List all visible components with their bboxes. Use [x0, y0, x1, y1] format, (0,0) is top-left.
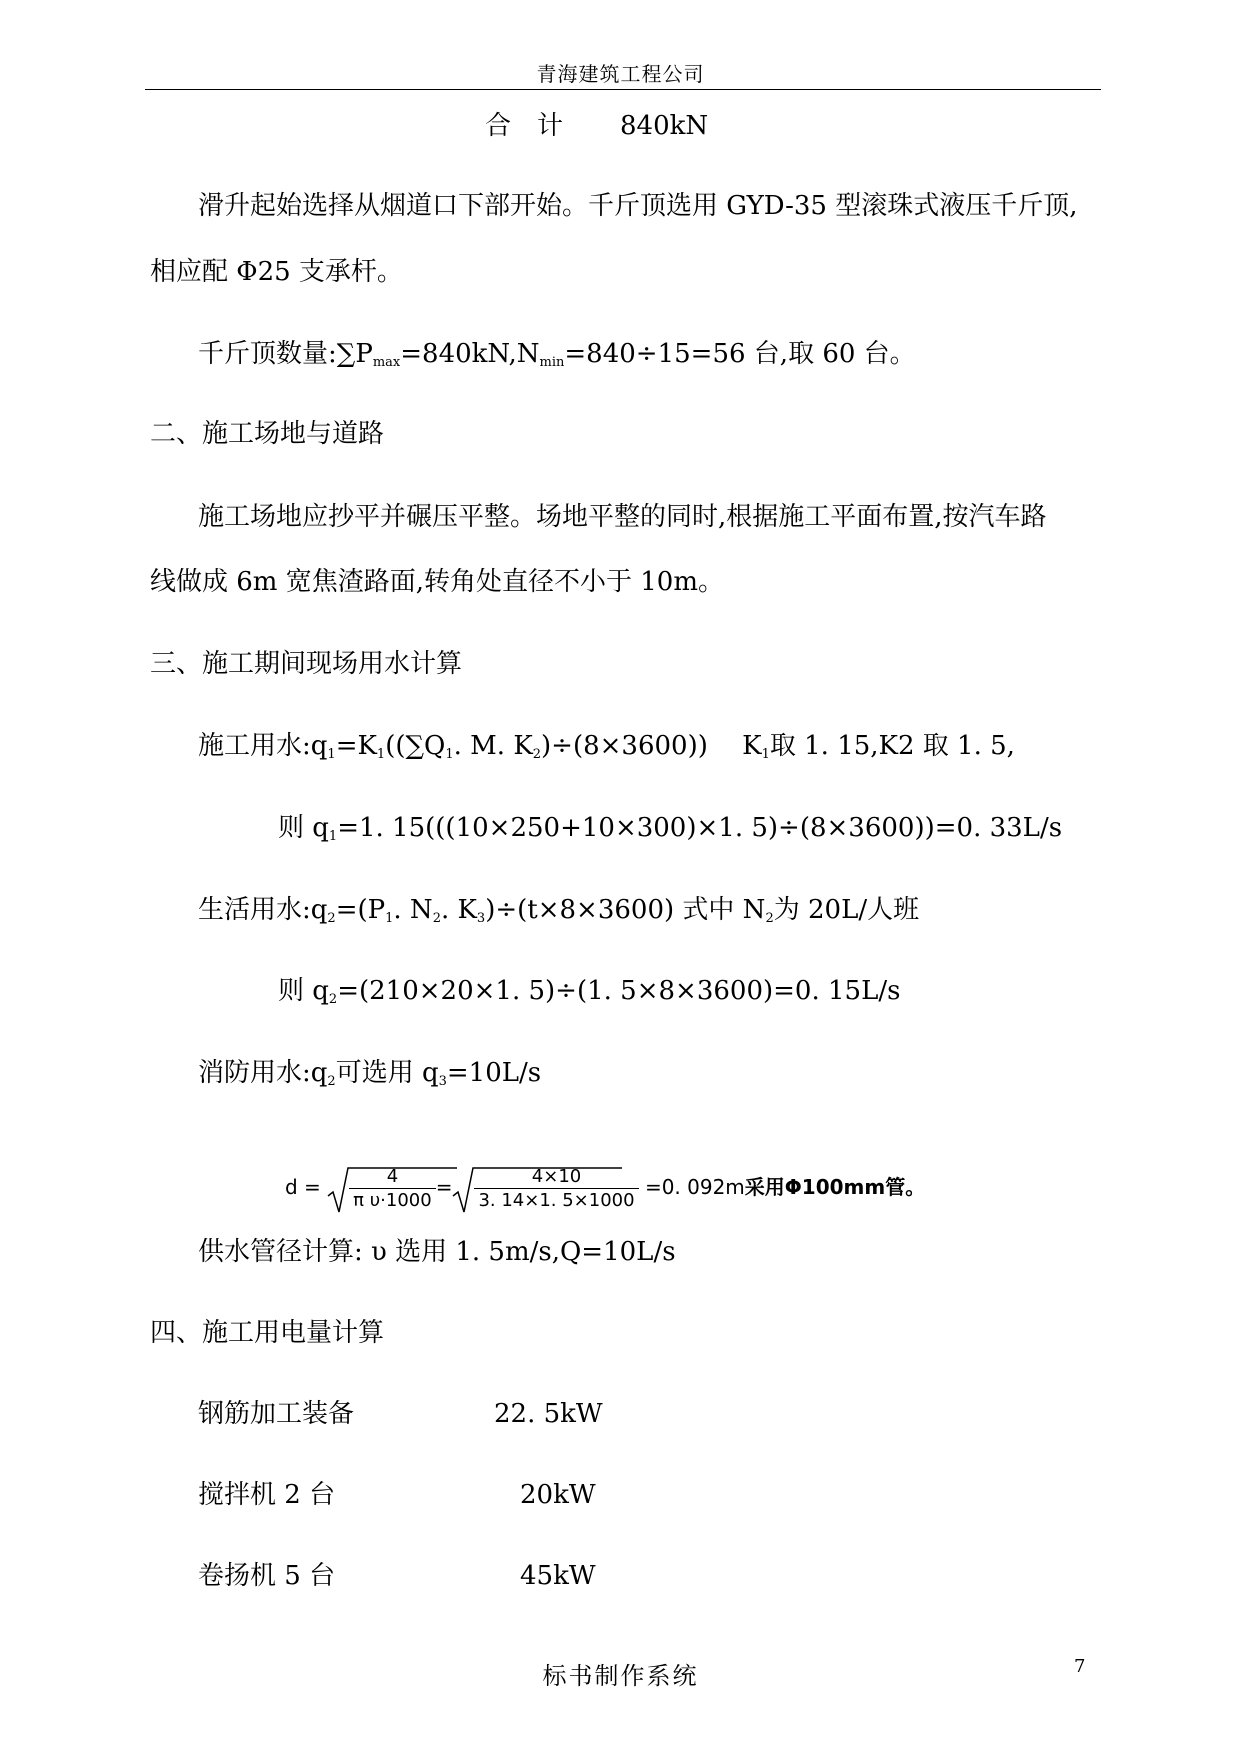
construction-water-line: 施工用水$:q_1=K_1((\sum Q_1$. M. $K_2)\div(8\times 3600)$) $K_1$取 1. 15,K2 取 1. 5,: [198, 731, 1015, 762]
header-rule: [145, 89, 1101, 90]
sqrt-symbol-1: [327, 1166, 436, 1211]
section3-heading: 三、施工期间现场用水计算: [150, 649, 463, 679]
footer-system: 标书制作系统: [542, 1662, 699, 1690]
section2-line1: 施工场地应抄平并碾压平整。场地平整的同时,根据施工平面布置,按汽车路: [198, 502, 1047, 532]
section2-line2: 线做成 6m 宽焦渣路面,转角处直径不小于 10m。: [150, 567, 724, 597]
fire-water-line: 消防用水$:q_2$可选用 $q_3=10L/s$: [198, 1058, 542, 1089]
fraction-1: $\frac{4}{\text{π υ·1000}}$: [349, 1166, 436, 1211]
page-number: 7: [1074, 1656, 1086, 1677]
pipe-diameter-line: 供水管径计算: υ 选用 1. 5m/s,Q=10L/s: [198, 1237, 676, 1267]
fraction-2: $\frac{4\times 10}{3. 14\times 1. 5\times 1000}$: [474, 1166, 638, 1211]
sliding-paragraph-line2: 相应配 Φ25 支承杆。: [150, 257, 403, 287]
section2-heading: 二、施工场地与道路: [150, 419, 385, 449]
living-water-result: 则 $q_2=(210\times 20\times 1$. 5)÷(1. 5×8×3600)=0. 15L/s: [278, 976, 901, 1007]
power-item-value: 20kW: [520, 1480, 596, 1510]
power-item-name: 卷扬机 5 台: [198, 1561, 336, 1591]
power-item-value: 22. 5kW: [494, 1399, 603, 1429]
sqrt-symbol-2: [452, 1166, 638, 1211]
page-header-company: 青海建筑工程公司: [536, 62, 705, 86]
section4-heading: 四、施工用电量计算: [150, 1318, 385, 1348]
living-water-line: 生活用水$:q_2=(P_1$. $N_2$. $K_3)\div(t\times 8\times 3600)$ 式中 $N_2$为 20L/人班: [198, 895, 920, 926]
jack-count-line: 千斤顶数量$:\sum P_{max}=840kN,N_{min}=840\div 15=56$ 台,取 60 台。: [198, 339, 916, 370]
sliding-paragraph-line1: 滑升起始选择从烟道口下部开始。千斤顶选用 GYD-35 型滚珠式液压千斤顶,: [198, 191, 1078, 221]
power-item-name: 钢筋加工装备: [198, 1399, 355, 1429]
power-item-value: 45kW: [520, 1561, 596, 1591]
total-label: 合 计: [485, 111, 564, 141]
power-item-name: 搅拌机 2 台: [198, 1480, 336, 1510]
total-value: 840kN: [620, 111, 709, 141]
pipe-diameter-formula: d = $\frac{4}{\text{π υ·1000}}$ = $\frac{4\times 10}{3. 14\times 1. 5\times 1000}$ =0. 092m采用Φ100mm管。: [285, 1166, 926, 1211]
construction-water-result: 则 $q_1=1$. 15(((10×250+10×300)×1. 5)÷(8×3600))=0. 33L/s: [278, 813, 1063, 844]
